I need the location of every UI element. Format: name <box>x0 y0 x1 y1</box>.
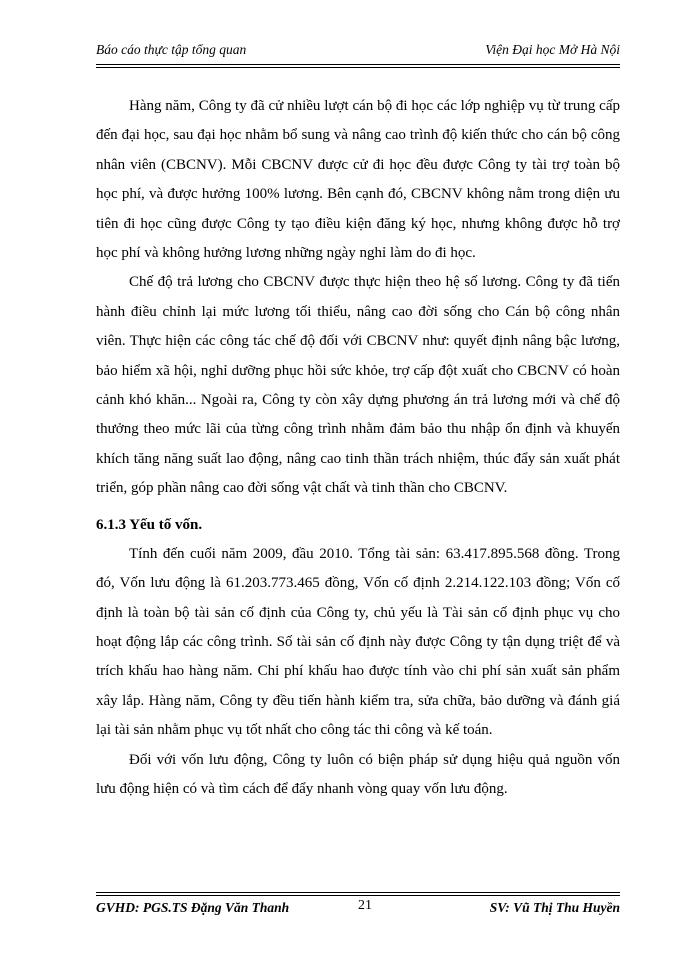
footer-divider-secondary <box>96 895 620 896</box>
page-footer <box>96 898 620 922</box>
header-report-title: Báo cáo thực tập tổng quan <box>96 42 247 57</box>
paragraph-training: Hàng năm, Công ty đã cử nhiều lượt cán bộ đi học các lớp nghiệp vụ từ trung cấp đến đại học, sau đại học nhằm bổ sung và nâng cao trình độ kiến thức cho cán bộ công nhân viên (CBCNV). Mỗi CBCNV được cử đi học đều được Công ty tài trợ toàn bộ học phí, và được hưởng 100% lương. Bên cạnh đó, CBCNV không nằm trong diện ưu tiên đi học cũng được Công ty tạo điều kiện đăng ký học, nhưng không được hỗ trợ học phí và không hưởng lương những ngày nghỉ làm do đi học. <box>96 98 620 262</box>
paragraph-assets: Tính đến cuối năm 2009, đầu 2010. Tổng tài sản: 63.417.895.568 đồng. Trong đó, Vốn lưu động là 61.203.773.465 đồng, Vốn cố định 2.214.122.103 đồng; Vốn cố định là toàn bộ tài sản cố định của Công ty, chủ yếu là Tài sản cố định phục vụ cho hoạt động lắp các công trình. Số tài sản cố định này được Công ty tận dụng triệt để và trích khấu hao hàng năm. Chi phí khấu hao được tính vào chi phí sản xuất sản phẩm xây lắp. Hàng năm, Công ty đều tiến hành kiểm tra, sửa chữa, bảo dưỡng và đánh giá lại tài sản nhằm phục vụ tốt nhất cho công tác thi công và kế toán. <box>96 545 620 739</box>
paragraph-salary: Chế độ trả lương cho CBCNV được thực hiện theo hệ số lương. Công ty đã tiến hành điều chỉnh lại mức lương tối thiểu, nâng cao đời sống cho Cán bộ công nhân viên. Thực hiện các công tác chế độ đối với CBCNV như: quyết định nâng bậc lương, bảo hiểm xã hội, nghỉ dưỡng phục hồi sức khỏe, trợ cấp đột xuất cho CBCNV có hoàn cảnh khó khăn... Ngoài ra, Công ty còn xây dựng phương án trả lương mới và chế độ thưởng theo mức lãi của từng công trình nhằm đảm bảo thu nhập ổn định và khuyến khích tăng năng suất lao động, nâng cao tinh thần trách nhiệm, thúc đẩy sản xuất phát triển, góp phần nâng cao đời sống vật chất và tinh thần cho CBCNV. <box>96 274 620 497</box>
paragraph-working-capital: Đối với vốn lưu động, Công ty luôn có biện pháp sử dụng hiệu quả nguồn vốn lưu động hiện có và tìm cách để đẩy nhanh vòng quay vốn lưu động. <box>96 751 620 797</box>
section-heading-capital: 6.1.3 Yếu tố vốn. <box>96 516 203 533</box>
header-institution: Viện Đại học Mở Hà Nội <box>485 42 620 57</box>
page-header <box>96 40 620 65</box>
footer-student: SV: Vũ Thị Thu Huyền <box>489 900 620 915</box>
footer-supervisor: GVHD: PGS.TS Đặng Văn Thanh <box>96 900 290 915</box>
page-body <box>96 92 620 804</box>
footer-divider <box>96 892 620 893</box>
header-divider <box>96 67 620 68</box>
page-number: 21 <box>358 898 372 913</box>
